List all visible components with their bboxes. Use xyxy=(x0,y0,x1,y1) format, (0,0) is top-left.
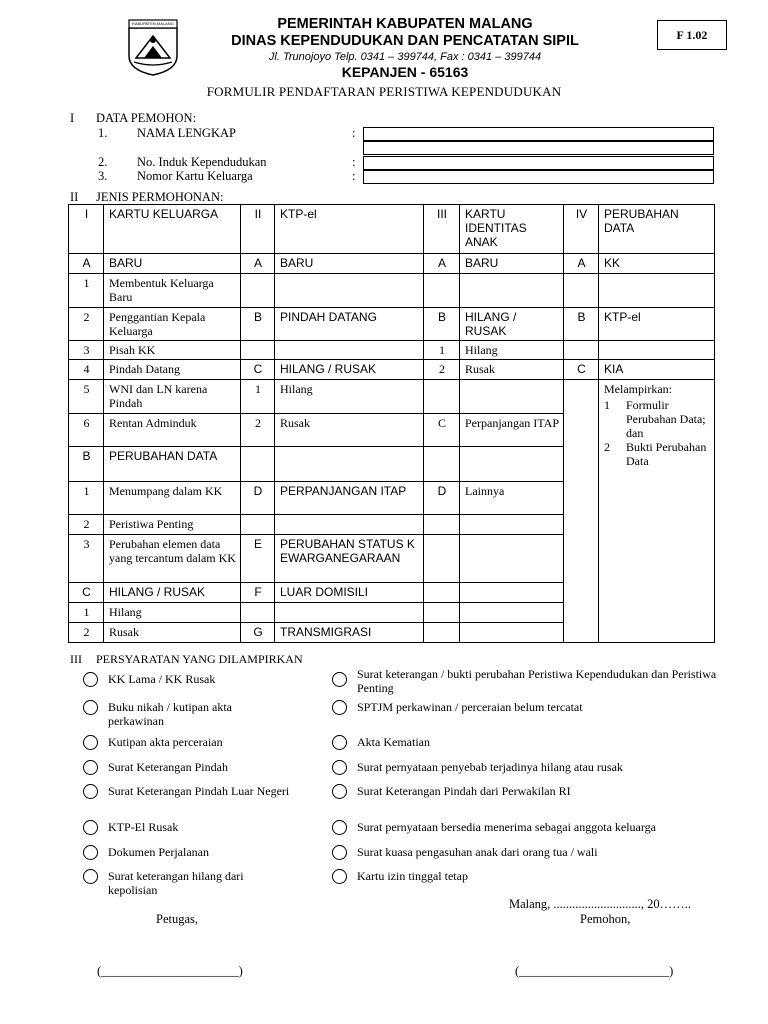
requirement-label: Kutipan akta perceraian xyxy=(108,735,223,749)
radio-circle-icon[interactable] xyxy=(332,845,347,860)
field-label-nik: No. Induk Kependudukan xyxy=(137,155,267,169)
requirement-option[interactable] xyxy=(332,845,717,860)
table-cell: 4 xyxy=(69,360,104,380)
table-cell xyxy=(460,274,564,308)
table-cell xyxy=(460,583,564,603)
table-cell[interactable]: Pisah KK xyxy=(104,341,241,360)
logo-text: KABUPATEN MALANG xyxy=(132,21,174,26)
table-cell[interactable]: Peristiwa Penting xyxy=(104,515,241,535)
col-header-data-change: PERUBAHAN DATA xyxy=(599,205,715,254)
table-cell xyxy=(564,447,599,482)
header-government: PEMERINTAH KABUPATEN MALANG xyxy=(277,16,533,32)
table-cell[interactable]: Perubahan elemen data yang tercantum dalam KK xyxy=(104,535,241,583)
table-cell[interactable]: BARU xyxy=(460,254,564,274)
requirement-option[interactable] xyxy=(332,735,717,750)
form-code-box: F 1.02 xyxy=(657,20,727,50)
requirement-option[interactable] xyxy=(83,869,293,897)
section2-title: JENIS PERMOHONAN: xyxy=(96,190,224,204)
requirement-label: KK Lama / KK Rusak xyxy=(108,672,216,686)
attachment-note-text: Bukti Perubahan Data xyxy=(626,440,707,468)
table-cell[interactable]: LUAR DOMISILI xyxy=(275,583,424,603)
requirement-label: Surat keterangan hilang dari kepolisian xyxy=(108,869,244,897)
table-cell[interactable]: PERUBAHAN DATA xyxy=(104,447,241,482)
table-cell xyxy=(564,341,599,360)
request-type-table xyxy=(68,204,715,643)
table-cell: A xyxy=(241,254,275,274)
table-cell xyxy=(424,623,460,643)
table-cell xyxy=(275,447,424,482)
col-header-num: II xyxy=(241,205,275,254)
table-cell xyxy=(424,603,460,623)
requirement-label: Dokumen Perjalanan xyxy=(108,845,209,859)
table-cell xyxy=(241,515,275,535)
requirement-label: Surat kuasa pengasuhan anak dari orang tua / wali xyxy=(357,845,598,859)
table-cell: A xyxy=(424,254,460,274)
requirement-option[interactable] xyxy=(332,667,717,695)
radio-circle-icon[interactable] xyxy=(83,672,98,687)
header-address: Jl. Trunojoyo Telp. 0341 – 399744, Fax : 0341 – 399744 xyxy=(268,51,542,63)
table-cell: B xyxy=(241,308,275,341)
table-cell[interactable]: BARU xyxy=(275,254,424,274)
table-cell xyxy=(564,414,599,447)
nik-input[interactable] xyxy=(363,156,714,170)
table-cell: 3 xyxy=(69,341,104,360)
radio-circle-icon[interactable] xyxy=(332,735,347,750)
table-cell xyxy=(275,274,424,308)
requirement-label: Akta Kematian xyxy=(357,735,430,749)
table-cell: C xyxy=(241,360,275,380)
table-cell xyxy=(424,380,460,414)
table-cell[interactable]: WNI dan LN karena Pindah xyxy=(104,380,241,414)
table-cell[interactable]: KIA xyxy=(599,360,715,380)
table-cell[interactable]: PINDAH DATANG xyxy=(275,308,424,341)
table-cell xyxy=(599,274,715,308)
col-header-num: III xyxy=(424,205,460,254)
table-cell[interactable]: HILANG / RUSAK xyxy=(104,583,241,603)
radio-circle-icon[interactable] xyxy=(332,869,347,884)
full-name-input-line2[interactable] xyxy=(363,141,714,155)
field-number: 1. xyxy=(98,126,108,140)
radio-circle-icon[interactable] xyxy=(83,784,98,799)
table-cell xyxy=(460,603,564,623)
radio-circle-icon[interactable] xyxy=(332,760,347,775)
attachment-note-text: Formulir Perubahan Data; dan xyxy=(626,398,706,440)
table-cell[interactable]: Hilang xyxy=(104,603,241,623)
field-number: 2. xyxy=(98,155,108,169)
table-cell xyxy=(564,623,599,643)
table-cell: 1 xyxy=(69,603,104,623)
table-cell[interactable]: TRANSMIGRASI xyxy=(275,623,424,643)
requirement-option[interactable] xyxy=(332,784,717,799)
table-cell xyxy=(564,583,599,603)
table-cell xyxy=(241,341,275,360)
table-cell: D xyxy=(424,482,460,515)
radio-circle-icon[interactable] xyxy=(83,820,98,835)
attachment-note-cell xyxy=(599,380,715,643)
requirement-option[interactable] xyxy=(83,820,293,835)
requirement-option[interactable] xyxy=(332,700,717,715)
officer-signature-line[interactable]: (______________________) xyxy=(97,964,243,978)
field-label-full-name: NAMA LENGKAP xyxy=(137,126,236,140)
officer-label: Petugas, xyxy=(156,912,199,926)
table-cell: C xyxy=(564,360,599,380)
table-cell[interactable]: Rusak xyxy=(460,360,564,380)
table-cell[interactable]: KK xyxy=(599,254,715,274)
table-cell xyxy=(564,380,599,414)
table-cell: A xyxy=(564,254,599,274)
section2-roman: II xyxy=(70,190,79,204)
table-cell xyxy=(564,603,599,623)
table-cell: B xyxy=(69,447,104,482)
table-cell: C xyxy=(424,414,460,447)
table-cell[interactable]: Menumpang dalam KK xyxy=(104,482,241,515)
table-cell: 1 xyxy=(424,341,460,360)
field-colon: : xyxy=(352,169,356,183)
table-cell[interactable]: Hilang xyxy=(275,380,424,414)
table-cell xyxy=(599,341,715,360)
table-cell: E xyxy=(241,535,275,583)
table-cell xyxy=(241,274,275,308)
table-cell xyxy=(460,380,564,414)
table-cell xyxy=(241,603,275,623)
table-cell xyxy=(275,603,424,623)
table-cell xyxy=(424,583,460,603)
table-cell[interactable]: Membentuk Keluarga Baru xyxy=(104,274,241,308)
table-cell: 2 xyxy=(241,414,275,447)
table-cell xyxy=(424,447,460,482)
applicant-signature-line[interactable]: (________________________) xyxy=(515,964,674,978)
table-cell: 1 xyxy=(69,482,104,515)
table-cell[interactable]: BARU xyxy=(104,254,241,274)
table-cell xyxy=(241,447,275,482)
place-date-line[interactable]: Malang, ............................, 20…….. xyxy=(509,897,691,911)
requirement-label: Surat pernyataan penyebab terjadinya hilang atau rusak xyxy=(357,760,623,774)
section3-title: PERSYARATAN YANG DILAMPIRKAN xyxy=(96,652,303,666)
table-cell xyxy=(460,447,564,482)
kk-number-input[interactable] xyxy=(363,170,714,184)
requirement-label: Buku nikah / kutipan akta perkawinan xyxy=(108,700,232,728)
table-cell xyxy=(275,341,424,360)
requirement-label: Surat pernyataan bersedia menerima sebagai anggota keluarga xyxy=(357,820,656,834)
table-cell: A xyxy=(69,254,104,274)
col-header-kk: KARTU KELUARGA xyxy=(104,205,241,254)
applicant-label: Pemohon, xyxy=(580,912,631,926)
field-colon: : xyxy=(352,155,356,169)
requirement-option[interactable] xyxy=(83,700,283,728)
table-cell: B xyxy=(564,308,599,341)
requirement-label: KTP-El Rusak xyxy=(108,820,179,834)
table-cell[interactable]: Pindah Datang xyxy=(104,360,241,380)
full-name-input-line1[interactable] xyxy=(363,127,714,141)
table-cell xyxy=(460,535,564,583)
table-cell: 2 xyxy=(69,623,104,643)
table-cell[interactable]: KTP-el xyxy=(599,308,715,341)
attachment-note-number: 2 xyxy=(604,440,610,454)
table-cell: 1 xyxy=(241,380,275,414)
table-cell: 3 xyxy=(69,535,104,583)
table-cell xyxy=(564,535,599,583)
radio-circle-icon[interactable] xyxy=(83,869,98,884)
table-cell[interactable]: Hilang xyxy=(460,341,564,360)
table-cell xyxy=(564,515,599,535)
requirement-label: Surat keterangan / bukti perubahan Peristiwa Kependudukan dan Peristiwa Penting xyxy=(357,667,717,695)
radio-circle-icon[interactable] xyxy=(83,700,98,715)
requirement-option[interactable] xyxy=(83,760,293,775)
radio-circle-icon[interactable] xyxy=(332,700,347,715)
table-cell[interactable]: HILANG / RUSAK xyxy=(460,308,564,341)
requirement-option[interactable] xyxy=(83,672,293,687)
col-header-ktp: KTP-el xyxy=(275,205,424,254)
table-cell: F xyxy=(241,583,275,603)
table-cell[interactable]: PERUBAHAN STATUS KEWARGANEGARAAN xyxy=(275,535,424,583)
table-cell[interactable]: Lainnya xyxy=(460,482,564,515)
table-cell: 2 xyxy=(424,360,460,380)
requirement-option[interactable] xyxy=(83,735,293,750)
radio-circle-icon[interactable] xyxy=(332,784,347,799)
radio-circle-icon[interactable] xyxy=(332,672,347,687)
form-title: FORMULIR PENDAFTARAN PERISTIWA KEPENDUDUKAN xyxy=(206,84,562,99)
table-cell xyxy=(275,515,424,535)
col-header-num: IV xyxy=(564,205,599,254)
requirement-label: Surat Keterangan Pindah Luar Negeri xyxy=(108,784,290,798)
section3-roman: III xyxy=(70,652,82,666)
requirement-option[interactable] xyxy=(332,820,722,835)
regency-logo xyxy=(126,18,180,76)
field-label-kk-number: Nomor Kartu Keluarga xyxy=(137,169,253,183)
col-header-kia: KARTU IDENTITAS ANAK xyxy=(460,205,564,254)
requirement-option[interactable] xyxy=(83,845,293,860)
table-cell[interactable]: Penggantian Kepala Keluarga xyxy=(104,308,241,341)
requirement-label: SPTJM perkawinan / perceraian belum tercatat xyxy=(357,700,583,714)
table-cell: 2 xyxy=(69,308,104,341)
table-cell: 1 xyxy=(69,274,104,308)
requirement-label: Surat Keterangan Pindah xyxy=(108,760,228,774)
table-cell[interactable]: PERPANJANGAN ITAP xyxy=(275,482,424,515)
section1-title: DATA PEMOHON: xyxy=(96,111,197,125)
requirement-option[interactable] xyxy=(332,760,717,775)
table-cell[interactable]: HILANG / RUSAK xyxy=(275,360,424,380)
table-cell: 6 xyxy=(69,414,104,447)
table-cell xyxy=(564,482,599,515)
table-cell xyxy=(460,515,564,535)
table-cell xyxy=(424,515,460,535)
table-cell[interactable]: Rentan Adminduk xyxy=(104,414,241,447)
field-colon: : xyxy=(352,126,356,140)
table-cell: 2 xyxy=(69,515,104,535)
table-cell: B xyxy=(424,308,460,341)
attachment-note-number: 1 xyxy=(604,398,610,412)
table-cell: C xyxy=(69,583,104,603)
header-agency: DINAS KEPENDUDUKAN DAN PENCATATAN SIPIL xyxy=(231,33,579,49)
col-header-num: I xyxy=(69,205,104,254)
requirement-option[interactable] xyxy=(332,869,717,884)
table-cell[interactable]: Rusak xyxy=(275,414,424,447)
header-city: KEPANJEN - 65163 xyxy=(341,64,469,80)
radio-circle-icon[interactable] xyxy=(83,735,98,750)
table-cell xyxy=(424,535,460,583)
table-cell[interactable]: Perpanjangan ITAP xyxy=(460,414,564,447)
radio-circle-icon[interactable] xyxy=(83,760,98,775)
table-cell: 5 xyxy=(69,380,104,414)
attachment-note-title: Melampirkan: xyxy=(604,382,672,396)
requirement-label: Kartu izin tinggal tetap xyxy=(357,869,468,883)
table-cell xyxy=(424,274,460,308)
table-cell[interactable]: Rusak xyxy=(104,623,241,643)
radio-circle-icon[interactable] xyxy=(83,845,98,860)
requirement-option[interactable] xyxy=(83,784,298,799)
table-cell xyxy=(460,623,564,643)
table-cell: D xyxy=(241,482,275,515)
requirement-label: Surat Keterangan Pindah dari Perwakilan RI xyxy=(357,784,571,798)
section1-roman: I xyxy=(70,111,75,125)
field-number: 3. xyxy=(98,169,108,183)
table-cell xyxy=(564,274,599,308)
table-cell: G xyxy=(241,623,275,643)
radio-circle-icon[interactable] xyxy=(332,820,347,835)
